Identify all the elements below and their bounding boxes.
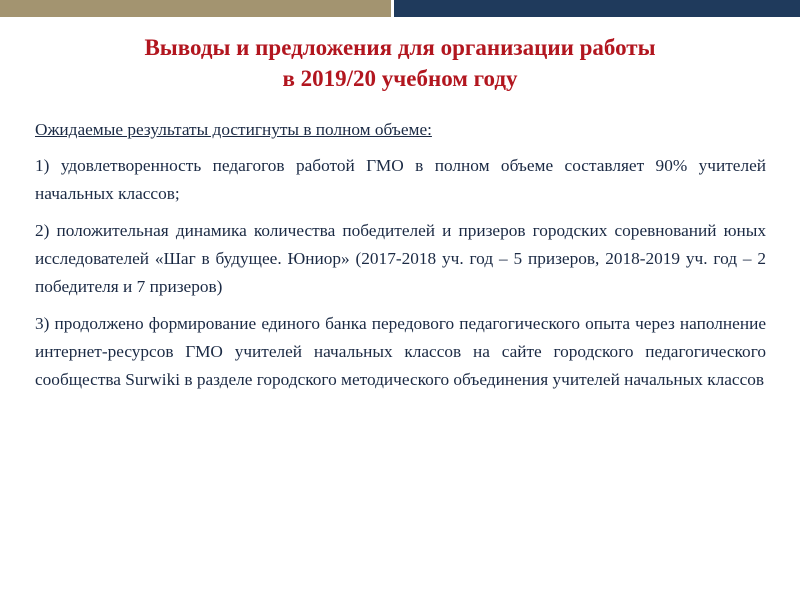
slide-title-line-2: в 2019/20 учебном году	[282, 66, 518, 91]
slide-title-line-1: Выводы и предложения для организации работы	[144, 35, 656, 60]
slide-content	[35, 116, 766, 403]
result-item-1: 1) удовлетворенность педагогов работой ГМО в полном объеме составляет 90% учителей начальных классов;	[35, 156, 766, 203]
slide-title	[0, 32, 800, 94]
intro-text: Ожидаемые результаты достигнуты в полном объеме:	[35, 120, 432, 139]
top-bar-gold-segment	[0, 0, 391, 17]
top-decorative-bar	[0, 0, 800, 17]
result-item-3: 3) продолжено формирование единого банка передового педагогического опыта через наполнение интернет-ресурсов ГМО учителей начальных классов на сайте городского педагогического сообщества Surwiki в разделе городского методического объединения учителей начальных классов	[35, 314, 766, 389]
result-item-2: 2) положительная динамика количества победителей и призеров городских соревнований юных исследователей «Шаг в будущее. Юниор» (2017-2018 уч. год – 5 призеров, 2018-2019 уч. год – 2 победителя и 7 призеров)	[35, 221, 766, 296]
top-bar-navy-segment	[394, 0, 800, 17]
